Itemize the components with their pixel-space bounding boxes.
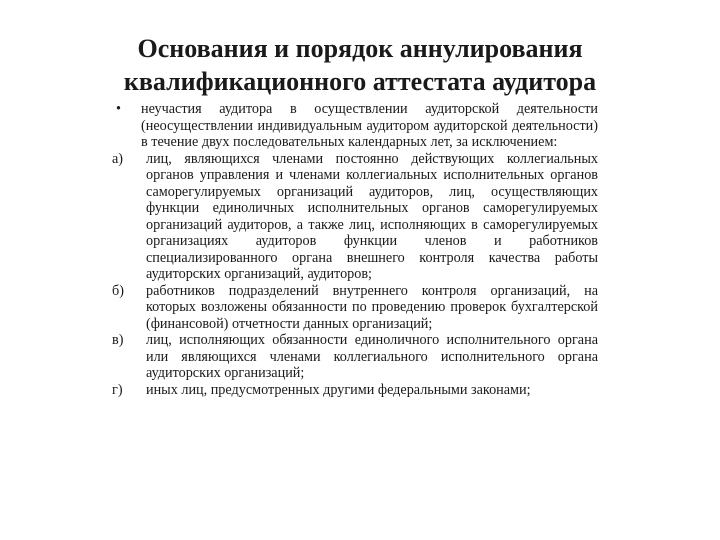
list-item-text: иных лиц, предусмотренных другими федеральными законами;: [146, 381, 531, 398]
list-item-b: [112, 283, 598, 333]
list-item-v: [112, 332, 598, 382]
list-item-bullet: [112, 101, 598, 151]
slide-title: [60, 32, 660, 98]
list-item-g: [112, 382, 598, 399]
slide-title-line-2: квалификационного аттестата аудитора: [123, 67, 597, 96]
slide-body: [112, 101, 598, 398]
list-marker-g: г): [112, 381, 123, 398]
list-item-text: неучастия аудитора в осуществлении аудиторской деятельности (неосуществлении индивидуальным аудитором аудиторской деятельности) в течение двух последовательных календарных лет, за исключением:: [141, 101, 598, 150]
list-marker-a: а): [112, 150, 124, 167]
slide-title-line-1: Основания и порядок аннулирования: [137, 34, 583, 63]
list-item-text: лиц, исполняющих обязанности единоличного исполнительного органа или являющихся членами коллегиального исполнительного органа аудиторских организаций;: [146, 332, 598, 381]
list-item-text: лиц, являющихся членами постоянно действующих коллегиальных органов управления и членами коллегиальных исполнительных органов саморегулируемых организаций аудиторов, лиц, осуществляющих функции единоличных исполнительных органов саморегулируемых организаций аудиторов, а также лиц, исполняющих в саморегулируемых организациях аудиторов функции членов и работников специализированного органа внешнего контроля качества работы аудиторских организаций, аудиторов;: [146, 150, 598, 282]
list-marker-b: б): [112, 282, 124, 299]
bullet-marker: •: [116, 101, 121, 117]
list-item-a: [112, 151, 598, 283]
list-item-text: работников подразделений внутреннего контроля организаций, на которых возложены обязанности по проведению проверок бухгалтерской (финансовой) отчетности данных организаций;: [146, 282, 598, 332]
list-marker-v: в): [112, 332, 124, 348]
